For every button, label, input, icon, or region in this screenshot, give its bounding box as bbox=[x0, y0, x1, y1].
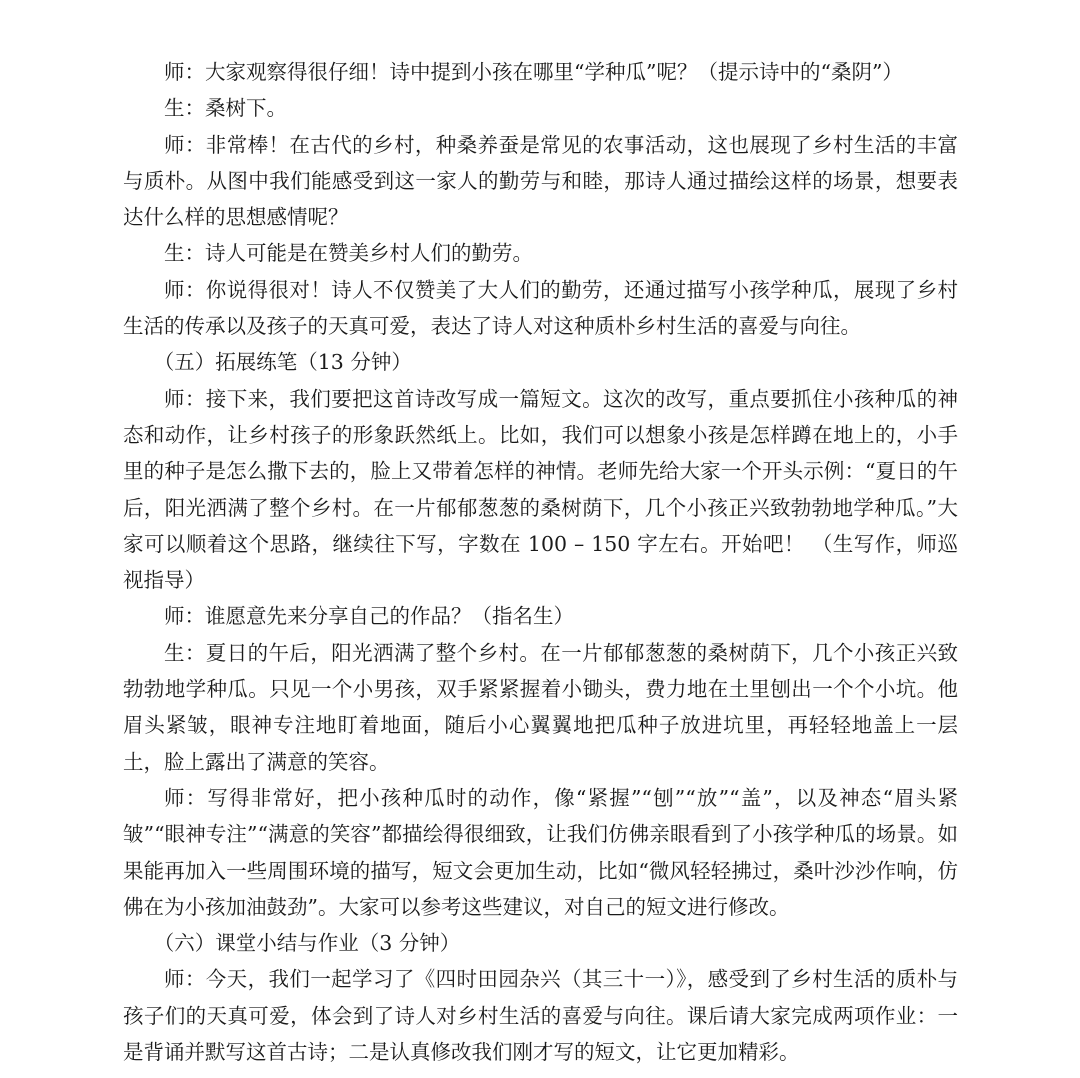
teacher-line: 师：大家观察得很仔细！诗中提到小孩在哪里“学种瓜”呢？（提示诗中的“桑阴”） bbox=[164, 60, 903, 84]
document-body bbox=[123, 54, 958, 1070]
teacher-line: 师：今天，我们一起学习了《四时田园杂兴（其三十一）》，感受到了乡村生活的质朴与孩子们的天真可爱，体会到了诗人对乡村生活的喜爱与向往。课后请大家完成两项作业：一是背诵并默写这首古诗；二是认真修改我们刚才写的短文，让它更加精彩。 bbox=[123, 967, 958, 1065]
teacher-line: 师：写得非常好，把小孩种瓜时的动作，像“紧握”“刨”“放”“盖”，以及神态“眉头紧皱”“眼神专注”“满意的笑容”都描绘得很细致，让我们仿佛亲眼看到了小孩学种瓜的场景。如果能再加入一些周围环境的描写，短文会更加生动，比如“微风轻轻拂过，桑叶沙沙作响，仿佛在为小孩加油鼓劲”。大家可以参考这些建议，对自己的短文进行修改。 bbox=[123, 785, 958, 919]
teacher-line: 师：你说得很对！诗人不仅赞美了大人们的勤劳，还通过描写小孩学种瓜，展现了乡村生活的传承以及孩子的天真可爱，表达了诗人对这种质朴乡村生活的喜爱与向往。 bbox=[123, 277, 958, 339]
student-line: 生：夏日的午后，阳光洒满了整个乡村。在一片郁郁葱葱的桑树荫下，几个小孩正兴致勃勃地学种瓜。只见一个小男孩，双手紧紧握着小锄头，费力地在土里刨出一个个小坑。他眉头紧皱，眼神专注地盯着地面，随后小心翼翼地把瓜种子放进坑里，再轻轻地盖上一层土，脸上露出了满意的笑容。 bbox=[123, 640, 958, 774]
teacher-line: 师：接下来，我们要把这首诗改写成一篇短文。这次的改写，重点要抓住小孩种瓜的神态和动作，让乡村孩子的形象跃然纸上。比如，我们可以想象小孩是怎样蹲在地上的，小手里的种子是怎么撒下去的，脸上又带着怎样的神情。老师先给大家一个开头示例：“夏日的午后，阳光洒满了整个乡村。在一片郁郁葱葱的桑树荫下，几个小孩正兴致勃勃地学种瓜。”大家可以顺着这个思路，继续往下写，字数在 100 – 150 字左右。开始吧！ （生写作，师巡视指导） bbox=[123, 386, 958, 593]
section-heading-summary-homework: （六）课堂小结与作业（3 分钟） bbox=[153, 931, 461, 956]
teacher-line: 师：非常棒！在古代的乡村，种桑养蚕是常见的农事活动，这也展现了乡村生活的丰富与质朴。从图中我们能感受到这一家人的勤劳与和睦，那诗人通过描绘这样的场景，想要表达什么样的思想感情呢？ bbox=[123, 132, 958, 230]
teacher-line: 师：谁愿意先来分享自己的作品？（指名生） bbox=[164, 604, 574, 629]
student-line: 生：桑树下。 bbox=[164, 96, 287, 121]
section-heading-extension-writing: （五）拓展练笔（13 分钟） bbox=[153, 350, 412, 375]
student-line: 生：诗人可能是在赞美乡村人们的勤劳。 bbox=[164, 241, 533, 266]
